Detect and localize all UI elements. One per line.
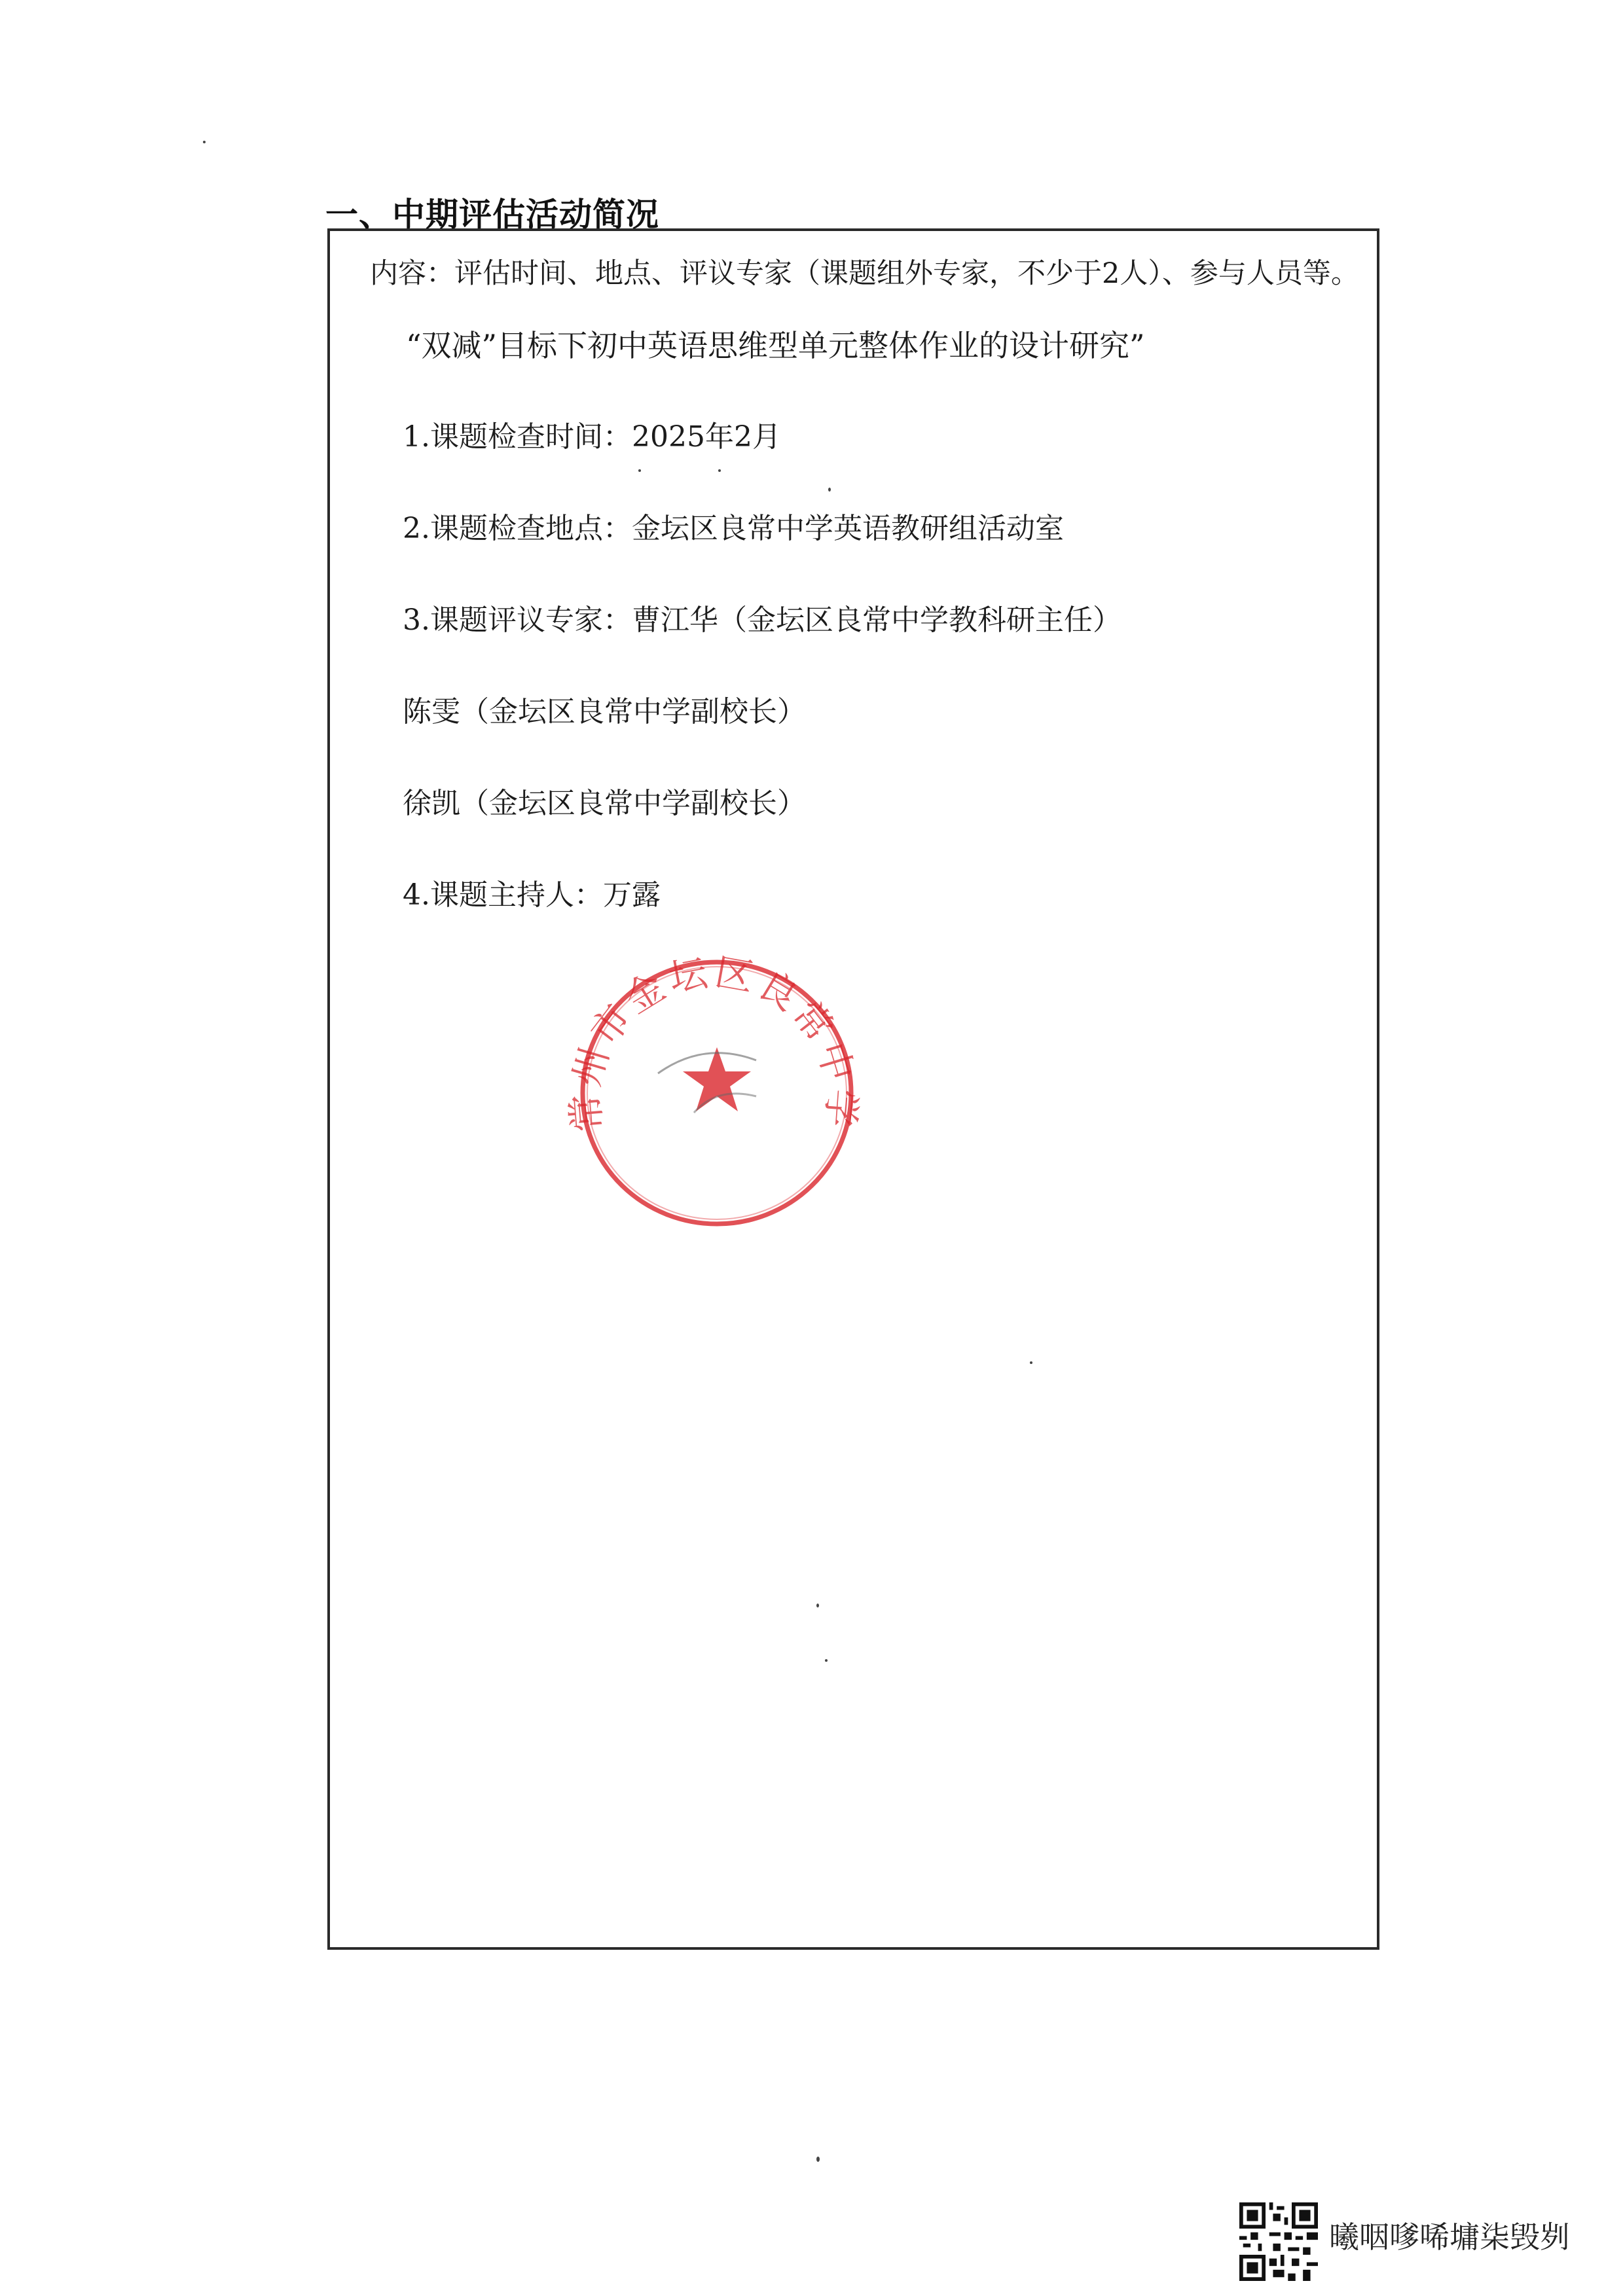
project-host-item: 4.课题主持人：万露 xyxy=(403,878,661,912)
svg-text:常州市金坛区良常中学: 常州市金坛区良常中学 xyxy=(562,949,865,1134)
check-time-item: 1.课题检查时间：2025年2月 xyxy=(403,420,781,454)
review-expert-item: 3.课题评议专家：曹江华（金坛区良常中学教科研主任） xyxy=(403,603,1122,637)
content-intro: 内容：评估时间、地点、评议专家（课题组外专家，不少于2人）、参与人员等。 xyxy=(370,257,1359,290)
qr-code-icon xyxy=(1239,2202,1318,2281)
review-expert-2: 陈雯（金坛区良常中学副校长） xyxy=(403,695,806,728)
check-location-item: 2.课题检查地点：金坛区良常中学英语教研组活动室 xyxy=(403,512,1064,545)
official-seal-icon xyxy=(560,942,867,1230)
review-expert-3: 徐凯（金坛区良常中学副校长） xyxy=(403,787,806,820)
project-title: “双减”目标下初中英语思维型单元整体作业的设计研究” xyxy=(406,328,1145,363)
watermark-text: 曦咽嗲唏墉柒毁刿 xyxy=(1329,2219,1570,2255)
section-heading: 一、中期评估活动简况 xyxy=(325,196,659,234)
